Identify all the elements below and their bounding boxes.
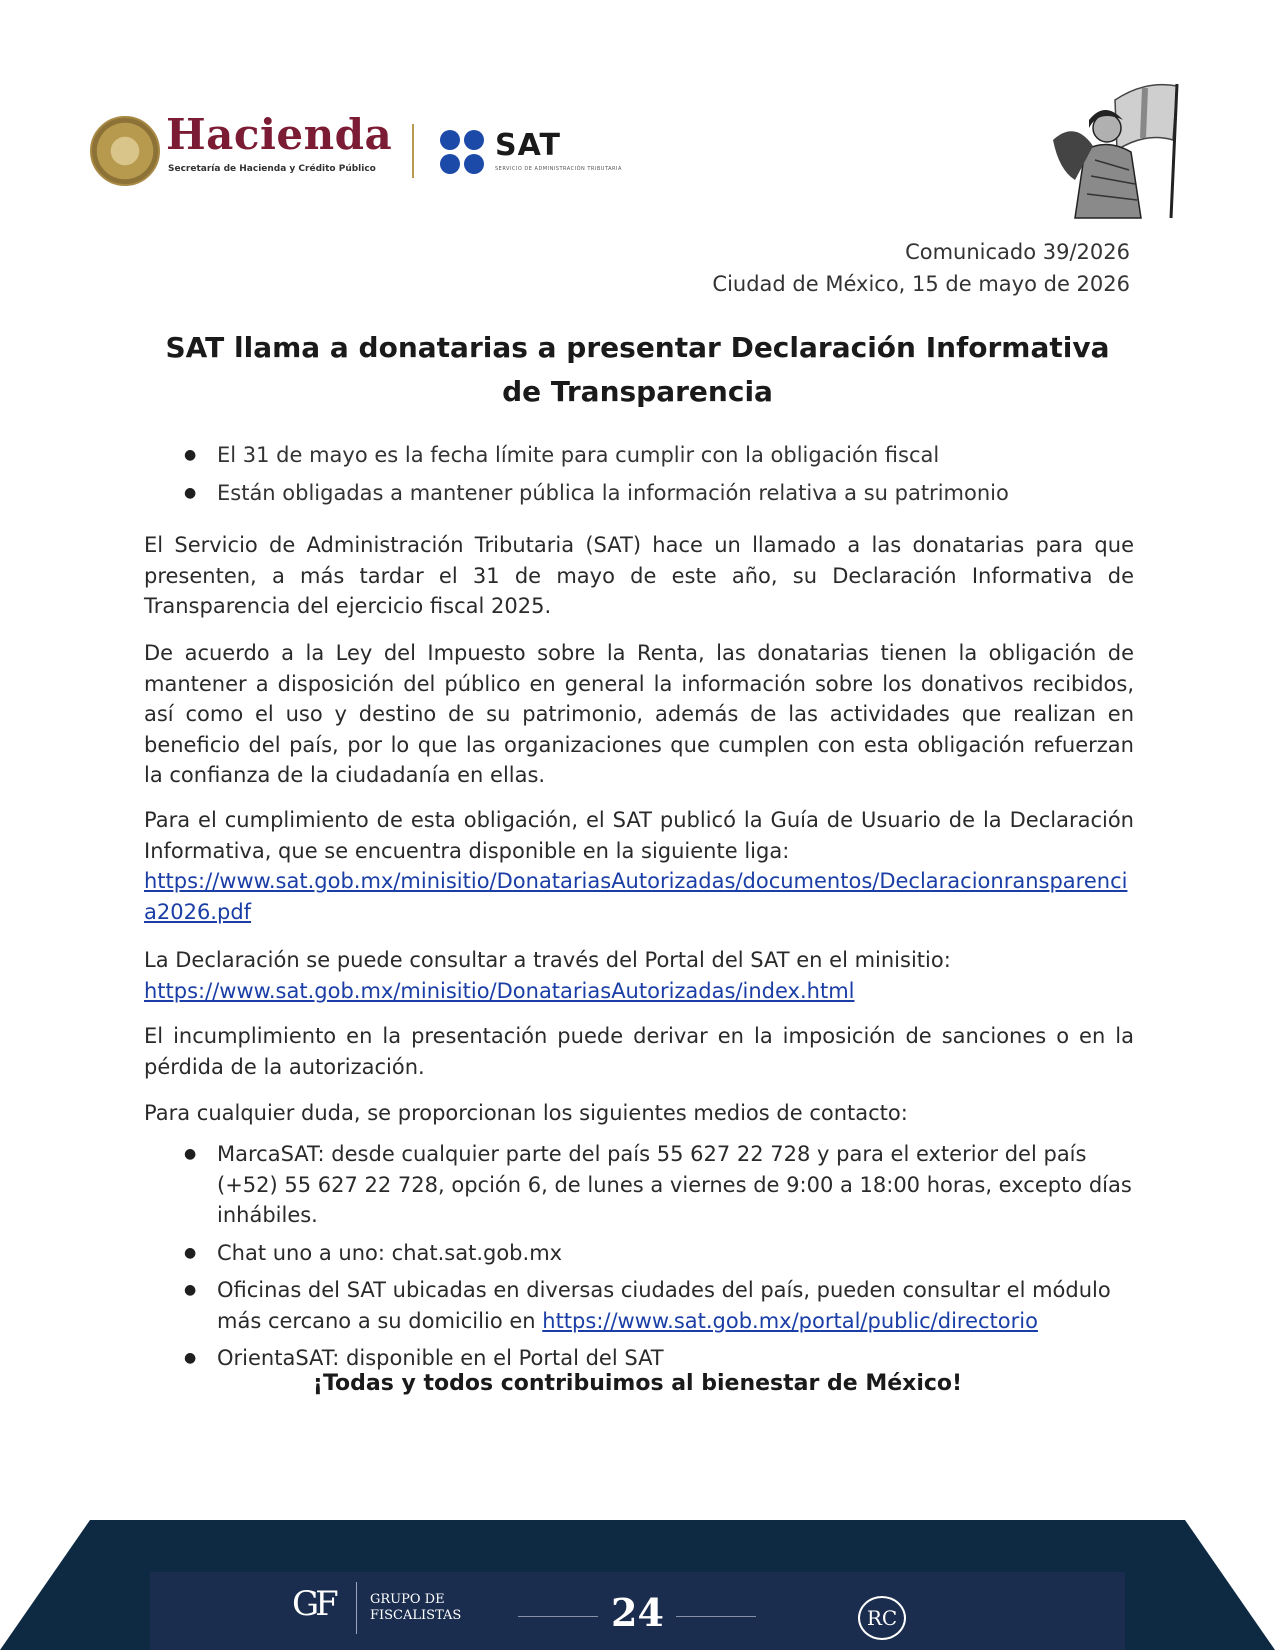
title-line-1: SAT llama a donatarias a presentar Declaración Informativa xyxy=(165,331,1110,364)
gf-name xyxy=(370,1592,461,1624)
paragraph-sanctions: El incumplimiento en la presentación puede derivar en la imposición de sanciones o en la pérdida de la autorización. xyxy=(144,1024,1134,1079)
logo-divider xyxy=(412,124,414,178)
highlight-list xyxy=(144,436,1134,512)
paragraph-contact-intro: Para cualquier duda, se proporcionan los siguientes medios de contacto: xyxy=(144,1101,908,1125)
paragraph-guide-text: Para el cumplimiento de esta obligación, el SAT publicó la Guía de Usuario de la Declaración Informativa, que se encuentra disponible en la siguiente liga: xyxy=(144,808,1134,863)
directory-link[interactable]: https://www.sat.gob.mx/portal/public/directorio xyxy=(542,1308,1038,1333)
page-number-rule-left xyxy=(518,1616,598,1617)
footer-left-cut xyxy=(0,1520,90,1650)
contact-item-marcasat: ● MarcaSAT: desde cualquier parte del país 55 627 22 728 y para el exterior del país (+52) 55 627 22 728, opción 6, de lunes a viernes de 9:00 a 18:00 horas, excepto días inhábiles. xyxy=(144,1139,1134,1231)
gf-name-line-1: GRUPO DE xyxy=(370,1592,445,1607)
page-footer xyxy=(0,1520,1275,1650)
footer-divider xyxy=(356,1582,357,1634)
contact-oficinas-text: Oficinas del SAT ubicadas en diversas ciudades del país, pueden consultar el módulo más cercano a su domicilio en xyxy=(217,1278,1111,1333)
page-number: 24 xyxy=(611,1590,664,1635)
guide-pdf-link[interactable]: https://www.sat.gob.mx/minisitio/DonatariasAutorizadas/documentos/Declaracionransparencia2026.pdf xyxy=(144,869,1128,924)
contact-item-chat: ● Chat uno a uno: chat.sat.gob.mx xyxy=(144,1238,1134,1269)
contact-item-oficinas xyxy=(144,1275,1134,1336)
contact-item-orientasat: ● OrientaSAT: disponible en el Portal del SAT xyxy=(144,1343,1134,1374)
gf-name-line-2: FISCALISTAS xyxy=(370,1608,462,1623)
rc-logo-icon: RC xyxy=(858,1596,906,1640)
header-logos xyxy=(90,112,690,192)
sat-dots-icon xyxy=(440,130,488,178)
sat-title: SAT xyxy=(495,128,561,163)
sat-subtitle: SERVICIO DE ADMINISTRACIÓN TRIBUTARIA xyxy=(495,166,622,172)
coat-of-arms-icon xyxy=(90,116,160,186)
paragraph-portal xyxy=(144,945,1134,1006)
page-title xyxy=(140,326,1135,414)
place-date: Ciudad de México, 15 de mayo de 2026 xyxy=(712,272,1130,296)
highlight-item: ● Están obligadas a mantener pública la información relativa a su patrimonio xyxy=(144,474,1134,512)
closing-slogan: ¡Todas y todos contribuimos al bienestar de México! xyxy=(312,1371,963,1396)
paragraph-law: De acuerdo a la Ley del Impuesto sobre la Renta, las donatarias tienen la obligación de mantener a disposición del público en general la información sobre los donativos recibidos, así como el uso y destino de su patrimonio, además de las actividades que realizan en beneficio del país, por lo que las organizaciones que cumplen con esta obligación refuerzan la confianza de la ciudadanía en ellas. xyxy=(144,641,1134,787)
hacienda-title: Hacienda xyxy=(166,110,393,159)
paragraph-guide xyxy=(144,805,1134,927)
flag-bearer-illustration-icon xyxy=(1045,80,1185,220)
paragraph-intro: El Servicio de Administración Tributaria (SAT) hace un llamado a las donatarias para que presenten, a más tardar el 31 de mayo de este año, su Declaración Informativa de Transparencia del ejercicio fiscal 2025. xyxy=(144,533,1134,618)
page-number-rule-right xyxy=(676,1616,756,1617)
contact-list xyxy=(144,1139,1134,1381)
paragraph-portal-text: La Declaración se puede consultar a través del Portal del SAT en el minisitio: xyxy=(144,948,951,972)
communique-meta xyxy=(712,236,1130,300)
title-line-2: de Transparencia xyxy=(502,375,773,408)
hacienda-subtitle: Secretaría de Hacienda y Crédito Público xyxy=(168,164,376,174)
highlight-item: ● El 31 de mayo es la fecha límite para cumplir con la obligación fiscal xyxy=(144,436,1134,474)
footer-right-cut xyxy=(1185,1520,1275,1650)
communique-number: Comunicado 39/2026 xyxy=(905,240,1130,264)
gf-monogram-icon: GF xyxy=(292,1584,335,1624)
portal-minisite-link[interactable]: https://www.sat.gob.mx/minisitio/DonatariasAutorizadas/index.html xyxy=(144,978,855,1003)
